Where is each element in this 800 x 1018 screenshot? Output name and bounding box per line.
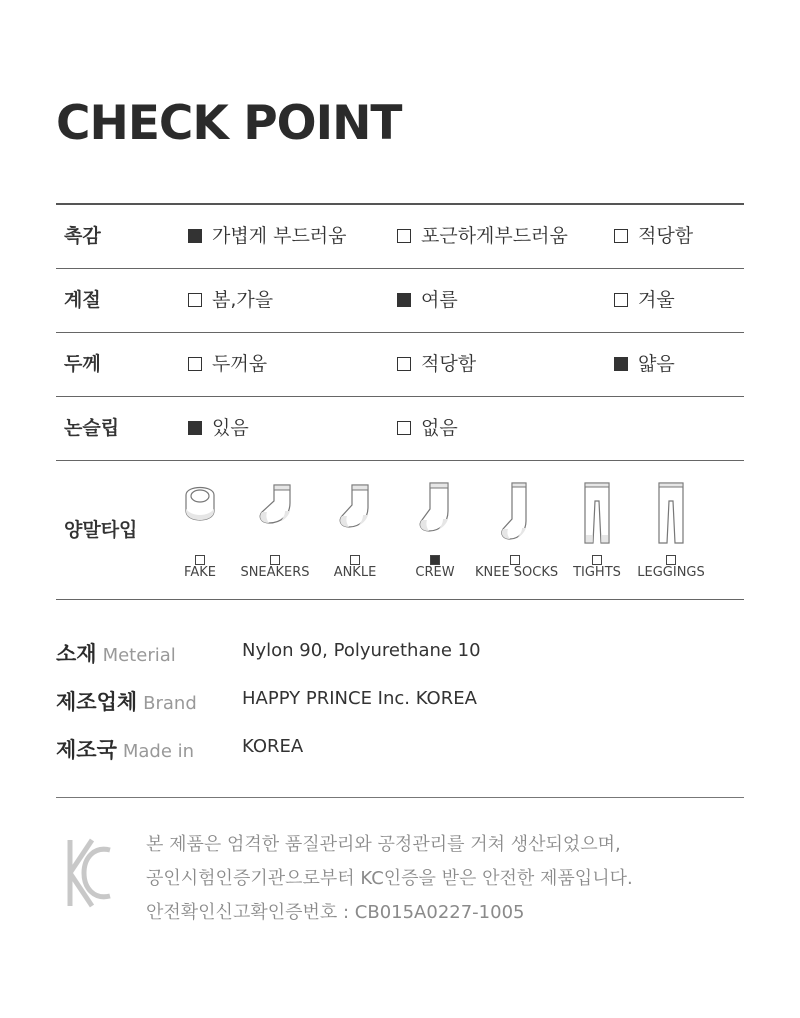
feel-label: 촉감 <box>64 225 101 247</box>
notice-line: 안전확인신고확인증번호 : CB015A0227-1005 <box>146 902 525 923</box>
crew-sock-icon <box>415 481 455 537</box>
leggings-icon <box>656 481 686 547</box>
checkbox-checked <box>188 421 202 435</box>
origin-label: 제조국 Made in <box>56 738 195 762</box>
sneakers-sock-icon <box>255 481 295 529</box>
check-point-table <box>56 203 744 600</box>
sock-type-crew: CREW <box>395 461 475 599</box>
checkbox <box>592 555 602 565</box>
tights-icon <box>582 481 612 547</box>
checkbox <box>614 293 628 307</box>
thickness-label: 두께 <box>64 353 101 375</box>
kc-mark-icon <box>64 836 114 910</box>
sock-type-leggings: LEGGINGS <box>631 461 711 599</box>
season-option-spring-fall: 봄,가을 <box>188 269 273 332</box>
sock-type-tights: TIGHTS <box>557 461 637 599</box>
material-label: 소재 Meterial <box>56 642 176 666</box>
brand-label: 제조업체 Brand <box>56 690 197 714</box>
footer-divider <box>56 797 744 798</box>
origin-value: KOREA <box>242 736 304 757</box>
notice-line: 공인시험인증기관으로부터 KC인증을 받은 안전한 제품입니다. <box>146 868 633 889</box>
origin-row <box>56 726 744 774</box>
checkbox <box>397 357 411 371</box>
thickness-row <box>56 333 744 396</box>
brand-row <box>56 678 744 726</box>
feel-option-cozy-soft: 포근하게부드러움 <box>397 205 568 268</box>
product-info <box>56 630 744 774</box>
feel-option-light-soft: 가볍게 부드러움 <box>188 205 347 268</box>
kc-certification-notice <box>146 828 633 930</box>
checkbox-checked <box>614 357 628 371</box>
material-value: Nylon 90, Polyurethane 10 <box>242 640 481 661</box>
page-title: CHECK POINT <box>56 96 402 151</box>
checkbox <box>188 293 202 307</box>
sock-type-label: 양말타입 <box>64 519 138 541</box>
thickness-option-thick: 두꺼움 <box>188 333 267 396</box>
material-row <box>56 630 744 678</box>
sock-type-row <box>56 461 744 599</box>
checkbox <box>195 555 205 565</box>
checkbox <box>510 555 520 565</box>
non-slip-option-yes: 있음 <box>188 397 249 460</box>
checkbox <box>614 229 628 243</box>
notice-line: 본 제품은 엄격한 품질관리와 공정관리를 거쳐 생산되었으며, <box>146 834 621 855</box>
knee-sock-icon <box>497 481 533 543</box>
season-option-summer: 여름 <box>397 269 458 332</box>
sock-type-ankle: ANKLE <box>315 461 395 599</box>
sock-type-sneakers: SNEAKERS <box>235 461 315 599</box>
fake-sock-icon <box>182 481 218 529</box>
thickness-option-moderate: 적당함 <box>397 333 476 396</box>
table-bottom-divider <box>56 599 744 600</box>
checkbox <box>397 229 411 243</box>
season-row <box>56 269 744 332</box>
feel-row <box>56 205 744 268</box>
checkbox <box>397 421 411 435</box>
feel-option-moderate: 적당함 <box>614 205 693 268</box>
checkbox-checked <box>430 555 440 565</box>
checkbox <box>666 555 676 565</box>
checkbox <box>350 555 360 565</box>
non-slip-option-no: 없음 <box>397 397 458 460</box>
season-label: 계절 <box>64 289 101 311</box>
ankle-sock-icon <box>335 481 375 533</box>
checkbox <box>270 555 280 565</box>
non-slip-label: 논슬립 <box>64 417 120 439</box>
non-slip-row <box>56 397 744 460</box>
checkbox-checked <box>397 293 411 307</box>
sock-type-knee-socks: KNEE SOCKS <box>475 461 555 599</box>
sock-type-fake: FAKE <box>160 461 240 599</box>
checkbox <box>188 357 202 371</box>
season-option-winter: 겨울 <box>614 269 675 332</box>
brand-value: HAPPY PRINCE Inc. KOREA <box>242 688 477 709</box>
thickness-option-thin: 얇음 <box>614 333 675 396</box>
checkbox-checked <box>188 229 202 243</box>
